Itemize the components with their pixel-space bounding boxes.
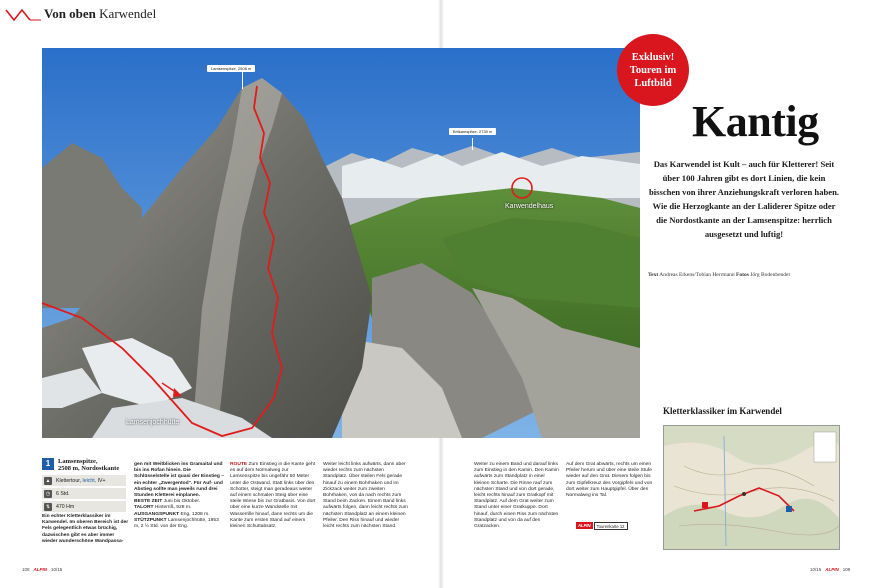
tour-row-elevation <box>42 501 126 512</box>
tour-title <box>58 458 119 472</box>
col6-text: Auf dem Grat abwärts, rechts um einen Pfeiler herum und über eine steile Stufe wieder auf den Grat. Diesem folgen bis zum Gipfelkreuz des Vorgipfels und von dort weiter zum Hauptgipfel. Über den Normalweg ins Tal. <box>566 462 653 499</box>
clock-icon: ◷ <box>45 490 51 497</box>
folio-right-brand: ALPIN <box>825 567 839 572</box>
fact-label-1: BESTE ZEIT <box>134 499 163 505</box>
folio-left-issue: 10/15 <box>51 567 63 572</box>
credits-photo-names: Jörg Bodenbender <box>750 272 791 278</box>
route-map <box>663 425 840 550</box>
folio-left-page: 108 <box>22 567 30 572</box>
section-title <box>44 6 156 22</box>
body-column-6 <box>566 462 654 499</box>
tour-row-type <box>42 475 126 486</box>
tour-row-duration <box>42 488 126 499</box>
tour-intro: Ein echter Kletterklassiker im Karwendel. Im oberen Bereich ist der Fels gelegentlich etwas brüchig, dazwischen gibt es aber immer wieder wunderschöne Wandpassa- <box>42 514 129 544</box>
section-title-prefix: Von oben <box>44 6 96 21</box>
fact-value-3: Eng, 1208 m. <box>180 511 210 517</box>
zigzag-logo-icon <box>4 4 42 24</box>
aerial-photo <box>42 48 640 438</box>
credits-text-label: Text <box>648 272 659 278</box>
folio-right-page: 109 <box>842 567 851 572</box>
body-column-4 <box>323 462 409 530</box>
route-label: ROUTE <box>230 462 248 467</box>
tour-grade: IV+ <box>97 477 106 484</box>
credits-text-names: Andreas Erkens/Tobian Herrmann <box>659 272 735 278</box>
tour-duration: 6 Std. <box>56 490 70 497</box>
callout-brilkamspitze: Brilkamspitze, 2739 m <box>449 128 496 135</box>
tourenkarte-text: Tourenkarte 12 <box>594 522 628 530</box>
map-title: Kletterklassiker im Karwendel <box>663 406 782 416</box>
tour-elevation: 470 Hm <box>56 503 75 510</box>
callout-lamsenspitze: Lamsenspitze, 2508 m <box>207 65 255 72</box>
col4-text: Weiter leicht links aufwärts, dann aber wieder rechts zum nächsten Standplatz. Über steilen Fels gerade hinauf zu einem Bohrhaken und im Zickzack weiter zum zweiten Bohrhaken, von da nach rechts zum Stand beim Zacken. Einem Band links aufwärts folgen, dann leicht rechts zum nächsten Standplatz an einem kleinen Pfeiler. Den Riss hinauf und wieder leicht rechts zum nächsten Stand. <box>323 462 408 530</box>
fact-label-3: AUSGANGSPUNKT <box>134 511 180 517</box>
fact-value-2: Hinterriß, 928 m. <box>154 505 192 511</box>
col2-text: gen mit Weitblicken ins Gramaital und bis ins Rofan hinein. Die Schlüsselstelle ist quasi der Einstieg – ein echter „Zwergentod". Für Auf- und Abstieg sollte man jeweils rund drei Stunden Kletterei einplanen. <box>134 462 224 499</box>
folio-left <box>22 567 62 572</box>
lede-paragraph: Das Karwendel ist Kult – auch für Kletterer! Seit über 100 Jahren gibt es dort Linien, die kein bisschen von ihrer Anziehungskraft verloren haben. Wie die Herzogkante an der Laliderer Spitze oder die Nordostkante an der Lamsenspitze: herrlich ausgesetzt und luftig! <box>648 159 840 239</box>
body-column-2 <box>134 462 224 530</box>
climbing-icon: ▲ <box>45 477 51 484</box>
mountain-illustration <box>42 48 640 438</box>
alpin-brand: ALPIN <box>578 523 591 528</box>
col3-text: Zum Einstieg in die Kante geht es auf dem Normalweg zur Lamsenspitze bis ungefähr 50 Meter unter die Ostwand. Statt links über den Schotter, steigt man geradeaus weiter auf einem schmalen Steig über eine steile Wiese bis zur Gratbasis. Von dort über eine kurze Wandstelle mit Wasserrille hinauf, dann rechts um die Kante zum ersten Stand auf einem kleinen Schuttabsatz. <box>230 462 316 530</box>
elevation-icon: ⇅ <box>45 503 51 510</box>
body-column-3 <box>230 462 318 530</box>
badge-line-2: Touren im <box>629 64 677 76</box>
tour-type-text: Klettertour, <box>56 477 82 484</box>
fact-value-1: Juni bis Oktober. <box>163 499 201 505</box>
tourenkarte-tag <box>576 521 628 530</box>
fact-label-4: STÜTZPUNKT <box>134 517 167 523</box>
col5-text: Weiter zu einem Band und darauf links zum Einstieg in den Kamin. Den Kamin aufwärts zum Standplatz in einer kleinen Scharte. Die Rinne rauf zum nächsten Stand und von dort gerade, leicht rechts hinauf zum Gratkopf mit Standplatz. Auf dem Grat weiter zum Stand unter einer Gratkuppe. Dort hinauf, durch einen Riss zum nächsten Standplatz und von da auf den Gratzacken. <box>474 462 559 530</box>
credits <box>648 272 848 278</box>
exclusive-badge <box>617 34 689 106</box>
credits-photo-label: Fotos <box>736 272 749 278</box>
fact-value-4: Lamsenjochhütte, 1953 m, 2 ½ Std. von der Eng. <box>134 517 219 530</box>
headline: Kantig <box>692 97 819 146</box>
tour-title-line-1: Lamsenspitze, <box>58 458 98 465</box>
tour-difficulty: leicht, <box>82 477 97 484</box>
section-title-suffix: Karwendel <box>99 6 157 21</box>
folio-right-issue: 10/15 <box>810 567 822 572</box>
folio-right <box>810 567 850 572</box>
topo-map-graphic <box>664 426 840 550</box>
section-header <box>4 3 156 25</box>
body-column-5 <box>474 462 560 530</box>
tour-title-line-2: 2508 m, Nordostkante <box>58 465 120 472</box>
callout-line-2 <box>472 138 473 150</box>
callout-line-1 <box>242 71 243 89</box>
folio-left-brand: ALPIN <box>33 567 48 572</box>
tour-number-badge: 1 <box>42 458 54 470</box>
photo-label-lamsenjochhuette: Lamsenjochhütte <box>126 419 180 426</box>
badge-line-1: Exklusiv! <box>631 51 675 63</box>
photo-label-karwendelhaus: Karwendelhaus <box>505 203 554 210</box>
fact-label-2: TALORT <box>134 505 154 511</box>
body-column-1 <box>42 514 130 545</box>
badge-line-3: Luftbild <box>634 77 672 89</box>
